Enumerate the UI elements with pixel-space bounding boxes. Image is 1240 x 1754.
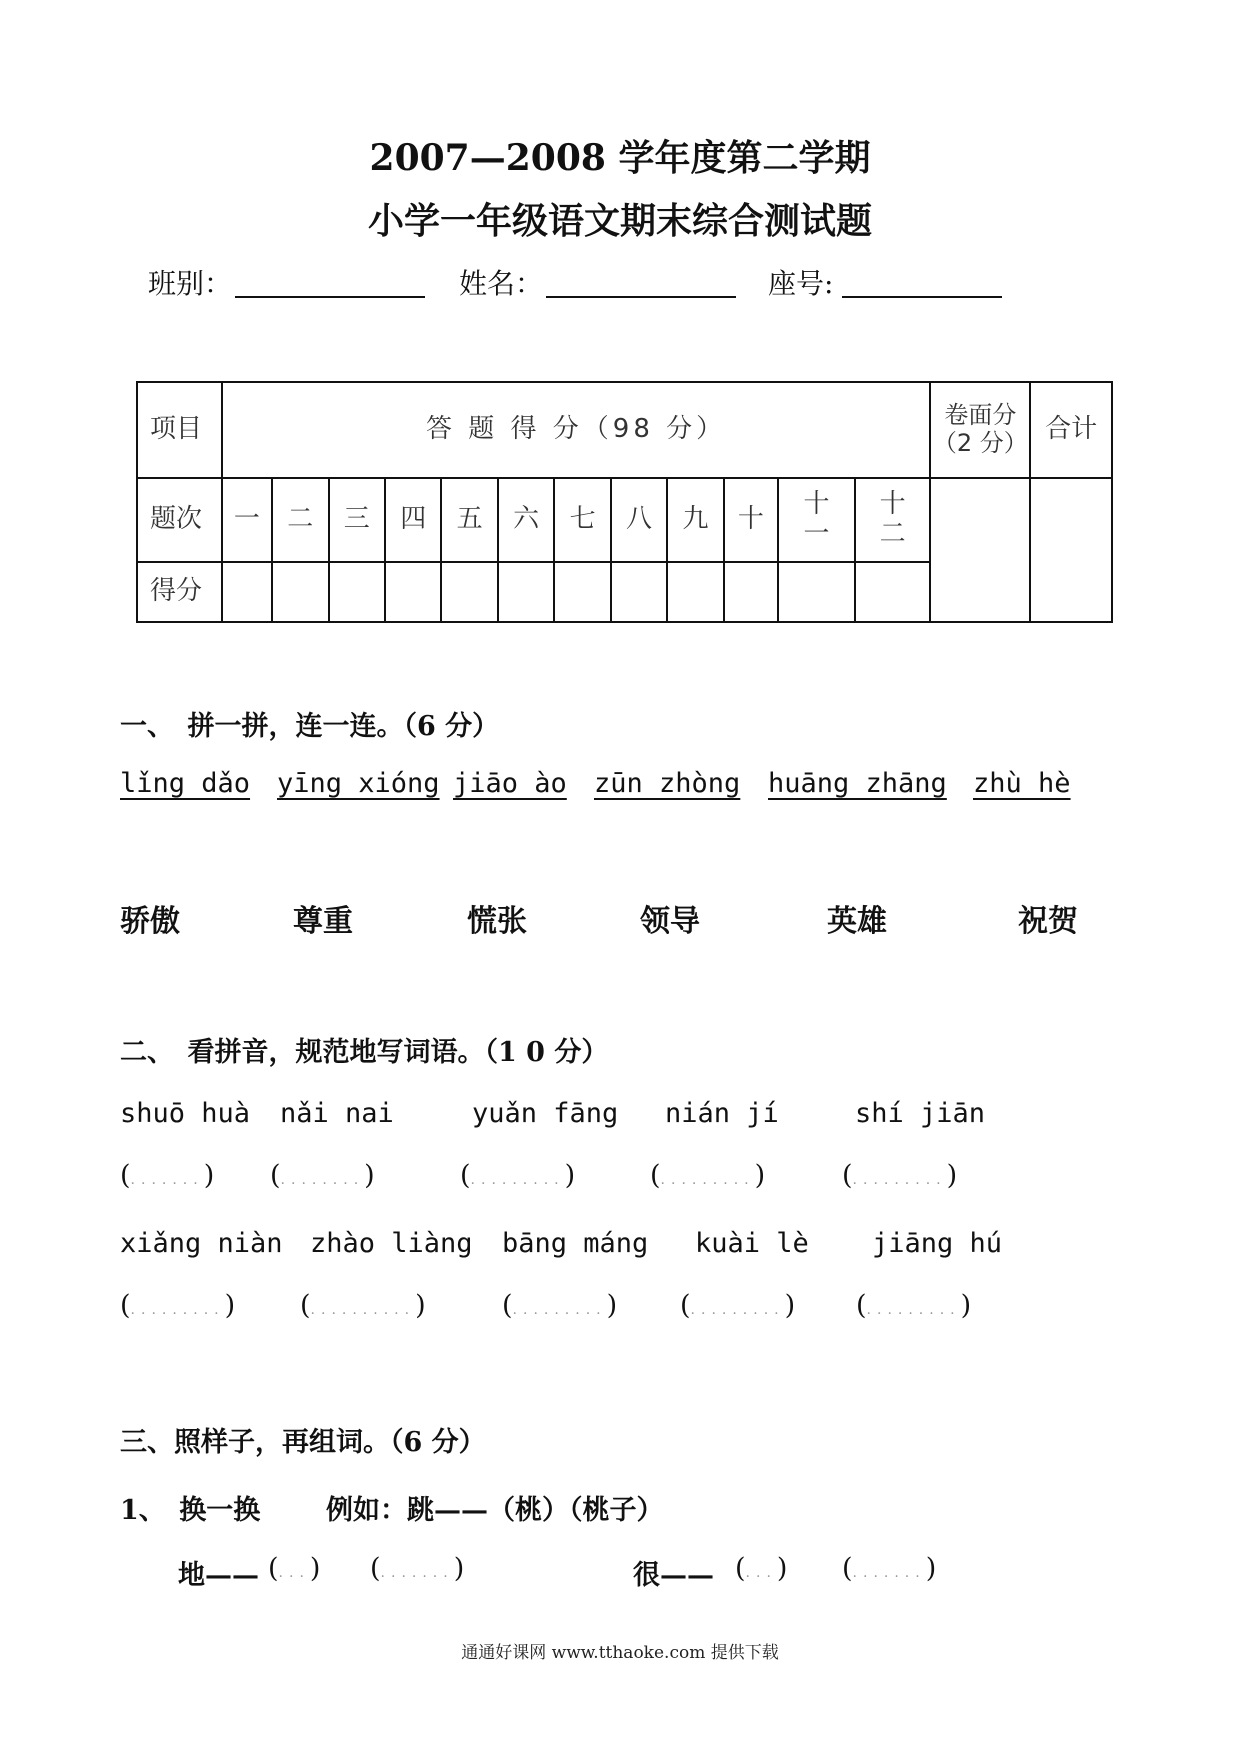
score-entry-cell[interactable] — [554, 562, 610, 622]
question-number-cell: 七 — [554, 478, 610, 562]
score-entry-cell[interactable] — [498, 562, 554, 622]
word-item: 骄傲 — [120, 904, 180, 939]
question-number-cell: 三 — [329, 478, 385, 562]
class-label: 班别： — [148, 267, 233, 300]
sub-question-label: 1、 换一换 — [120, 1495, 261, 1526]
score-entry-cell[interactable] — [778, 562, 855, 622]
word-item: 尊重 — [293, 904, 353, 939]
score-entry-cell[interactable] — [855, 562, 931, 622]
score-entry-cell[interactable] — [329, 562, 385, 622]
score-entry-cell[interactable] — [667, 562, 723, 622]
question-number-cell: 二 — [272, 478, 328, 562]
pinyin-item: jiāo ào — [453, 768, 567, 799]
compound-item-char: 很—— — [633, 1560, 714, 1591]
question-number-cell: 八 — [611, 478, 667, 562]
pinyin-prompt: shuō huà — [120, 1098, 251, 1129]
word-item: 领导 — [640, 904, 700, 939]
answer-score-header: 答 题 得 分（98 分） — [222, 382, 931, 478]
name-label: 姓名： — [459, 267, 544, 300]
question-label-cell: 题次 — [137, 478, 222, 562]
score-table — [136, 381, 1113, 623]
score-entry-cell[interactable] — [222, 562, 272, 622]
pinyin-item: zūn zhòng — [594, 768, 741, 799]
item-label-cell: 项目 — [137, 382, 222, 478]
word-item: 慌张 — [467, 904, 527, 939]
score-entry-cell[interactable] — [385, 562, 441, 622]
answer-box[interactable]: (.......) — [120, 1160, 215, 1191]
answer-box[interactable]: (..........) — [300, 1290, 426, 1321]
pinyin-prompt: nǎi nai — [280, 1098, 394, 1129]
name-blank[interactable] — [546, 296, 736, 298]
footer-credit: 通通好课网 www.tthaoke.com 提供下载 — [461, 1643, 779, 1663]
total-score-cell[interactable] — [1030, 478, 1112, 622]
exam-title-line1: 2007—2008 学年度第二学期 — [369, 137, 871, 179]
word-item: 祝贺 — [1018, 904, 1078, 939]
answer-box[interactable]: (.......) — [370, 1553, 465, 1584]
question-number-cell: 六 — [498, 478, 554, 562]
section1-heading: 一、 拼一拼，连一连。（6 分） — [120, 711, 500, 742]
question-number-cell: 十二 — [855, 478, 931, 562]
question-number-cell: 四 — [385, 478, 441, 562]
answer-box[interactable]: (.........) — [502, 1290, 618, 1321]
neatness-score-cell[interactable] — [930, 478, 1030, 622]
answer-box[interactable]: (.........) — [460, 1160, 576, 1191]
section3-heading: 三、照样子，再组词。（6 分） — [120, 1427, 486, 1458]
pinyin-prompt: nián jí — [665, 1098, 779, 1129]
pinyin-prompt: kuài lè — [695, 1228, 809, 1259]
answer-box[interactable]: (.......) — [842, 1553, 937, 1584]
pinyin-prompt: jiāng hú — [872, 1228, 1003, 1259]
pinyin-prompt: shí jiān — [855, 1098, 986, 1129]
pinyin-prompt: xiǎng niàn — [120, 1228, 283, 1259]
word-item: 英雄 — [827, 904, 887, 939]
score-entry-cell[interactable] — [441, 562, 497, 622]
answer-box[interactable]: (.........) — [856, 1290, 972, 1321]
answer-box[interactable]: (.........) — [650, 1160, 766, 1191]
answer-box[interactable]: (........) — [270, 1160, 375, 1191]
question-number-cell: 九 — [667, 478, 723, 562]
example-text: 例如：跳——（桃）（桃子） — [326, 1495, 664, 1526]
score-entry-cell[interactable] — [272, 562, 328, 622]
pinyin-item: yīng xióng — [277, 768, 440, 799]
question-number-cell: 五 — [441, 478, 497, 562]
question-number-cell: 一 — [222, 478, 272, 562]
pinyin-item: huāng zhāng — [768, 768, 947, 799]
compound-item-char: 地—— — [178, 1560, 259, 1591]
seat-blank[interactable] — [842, 296, 1002, 298]
pinyin-prompt: yuǎn fāng — [472, 1098, 619, 1129]
seat-label: 座号: — [768, 267, 834, 300]
answer-box[interactable]: (...) — [268, 1553, 321, 1584]
answer-box[interactable]: (.........) — [120, 1290, 236, 1321]
pinyin-item: lǐng dǎo — [120, 768, 251, 799]
class-blank[interactable] — [235, 296, 425, 298]
pinyin-prompt: bāng máng — [502, 1228, 649, 1259]
answer-box[interactable]: (.........) — [842, 1160, 958, 1191]
answer-box[interactable]: (.........) — [680, 1290, 796, 1321]
pinyin-item: zhù hè — [973, 768, 1071, 799]
score-entry-cell[interactable] — [611, 562, 667, 622]
question-number-cell: 十 — [724, 478, 778, 562]
pinyin-prompt: zhào liàng — [310, 1228, 473, 1259]
score-entry-cell[interactable] — [724, 562, 778, 622]
total-header: 合计 — [1030, 382, 1112, 478]
section2-heading: 二、 看拼音，规范地写词语。（1 0 分） — [120, 1037, 609, 1068]
exam-title-line2: 小学一年级语文期末综合测试题 — [367, 200, 872, 242]
neatness-header: 卷面分（2 分） — [930, 382, 1030, 478]
answer-box[interactable]: (...) — [735, 1553, 788, 1584]
question-number-cell: 十一 — [778, 478, 855, 562]
score-label-cell: 得分 — [137, 562, 222, 622]
